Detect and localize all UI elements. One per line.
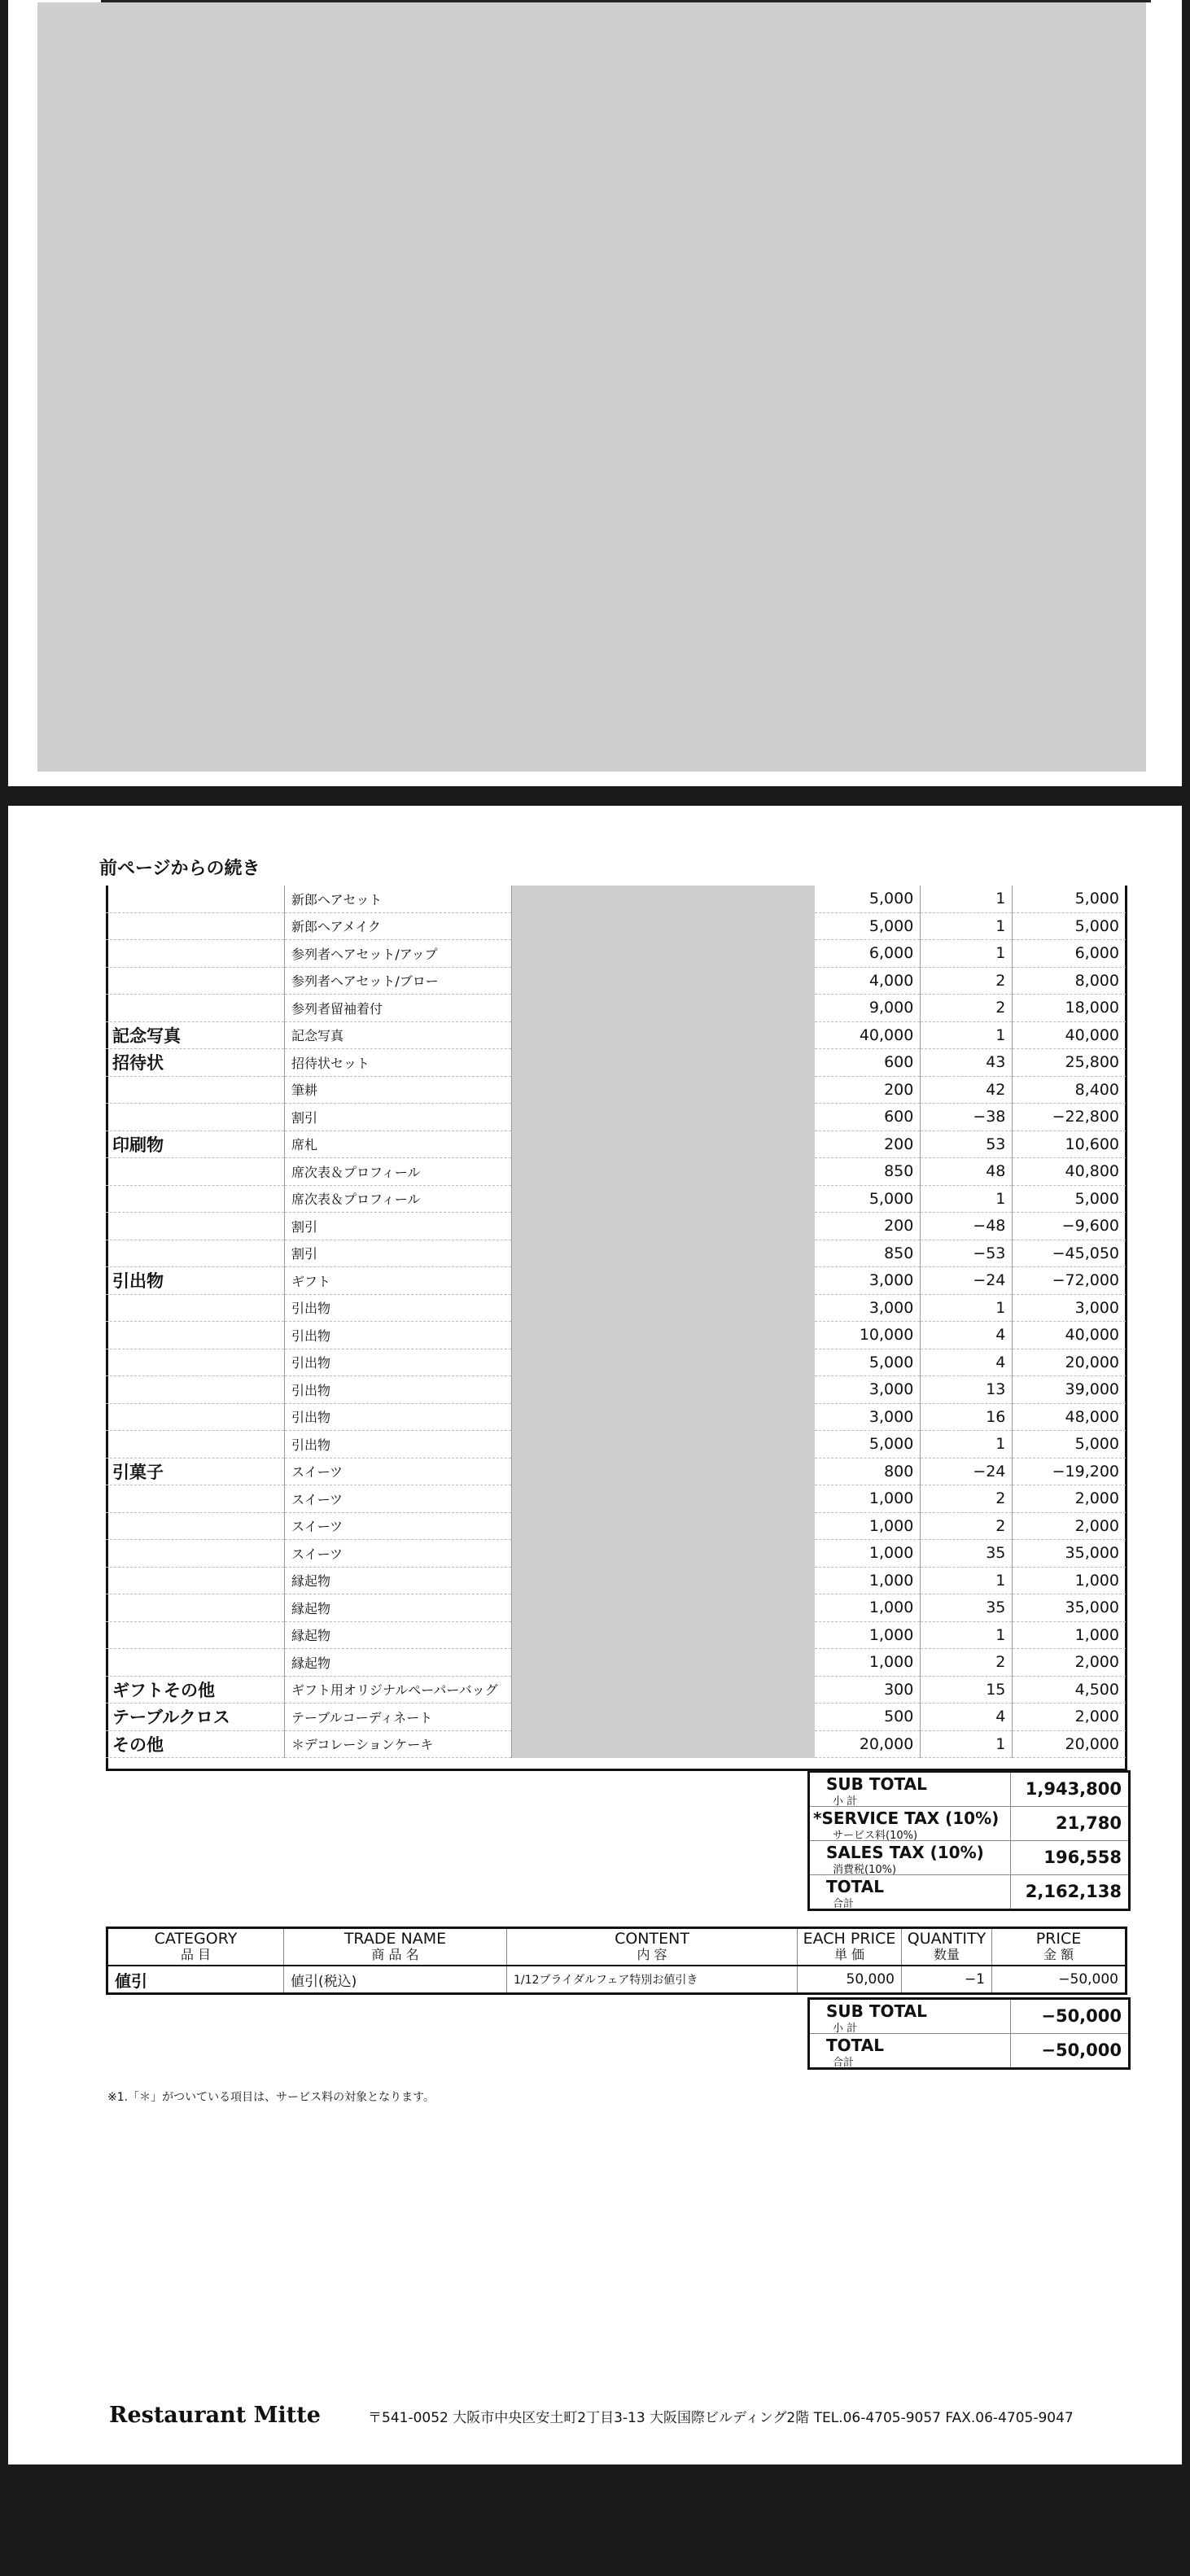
item-price: 35,000 xyxy=(1013,1594,1126,1622)
item-category xyxy=(106,967,285,995)
items-table xyxy=(106,886,1126,1758)
item-price: 2,000 xyxy=(1013,1485,1126,1513)
item-quantity: 4 xyxy=(921,1322,1013,1349)
item-quantity: 1 xyxy=(921,940,1013,968)
item-row xyxy=(106,1431,1126,1459)
item-category xyxy=(106,886,285,912)
item-each-price: 3,000 xyxy=(815,1376,921,1404)
discount-header-ja: 数量 xyxy=(933,1947,960,1962)
item-trade-name: 参列者ヘアセット/ブロー xyxy=(285,967,512,995)
total-sublabel: 合計 xyxy=(833,1898,855,1910)
item-price: 40,000 xyxy=(1013,1021,1126,1049)
item-row xyxy=(106,1621,1126,1649)
item-trade-name: スイーツ xyxy=(285,1458,512,1485)
items-table-body xyxy=(106,886,1126,1758)
service-tax-value: 21,780 xyxy=(1055,1813,1122,1833)
item-each-price: 600 xyxy=(815,1104,921,1131)
item-price: 18,000 xyxy=(1013,995,1126,1022)
item-trade-name: 割引 xyxy=(285,1213,512,1240)
item-quantity: 1 xyxy=(921,1185,1013,1213)
item-category xyxy=(106,1240,285,1267)
item-content xyxy=(512,1322,815,1349)
item-content xyxy=(512,1213,815,1240)
item-quantity: 53 xyxy=(921,1131,1013,1158)
discount-table-header xyxy=(107,1928,1127,1966)
item-category xyxy=(106,1158,285,1186)
item-quantity: 4 xyxy=(921,1703,1013,1731)
discount-total-value: −50,000 xyxy=(1041,2040,1122,2060)
item-content xyxy=(512,1049,815,1077)
sales-tax-row xyxy=(810,1841,1128,1875)
item-content xyxy=(512,940,815,968)
item-price: 20,000 xyxy=(1013,1349,1126,1376)
item-category xyxy=(106,1376,285,1404)
item-category: その他 xyxy=(106,1730,285,1758)
item-trade-name: ギフト xyxy=(285,1267,512,1295)
item-trade-name: 参列者留袖着付 xyxy=(285,995,512,1022)
item-row xyxy=(106,1649,1126,1677)
discount-header-ja: 内 容 xyxy=(637,1947,667,1962)
item-category xyxy=(106,1213,285,1240)
item-category xyxy=(106,1594,285,1622)
item-quantity: 1 xyxy=(921,1294,1013,1322)
item-quantity: 1 xyxy=(921,1431,1013,1459)
item-content xyxy=(512,1021,815,1049)
item-price: 39,000 xyxy=(1013,1376,1126,1404)
item-content xyxy=(512,886,815,912)
item-trade-name: スイーツ xyxy=(285,1485,512,1513)
item-content xyxy=(512,1567,815,1594)
item-content xyxy=(512,1294,815,1322)
item-row xyxy=(106,1213,1126,1240)
item-price: 2,000 xyxy=(1013,1649,1126,1677)
item-trade-name: 引出物 xyxy=(285,1403,512,1431)
discount-summary-box xyxy=(807,1997,1131,2070)
item-trade-name: 引出物 xyxy=(285,1376,512,1404)
item-category xyxy=(106,1621,285,1649)
item-quantity: 1 xyxy=(921,1730,1013,1758)
discount-header-en: EACH PRICE xyxy=(803,1930,896,1948)
service-charge-note: ※1.「＊」がついている項目は、サービス料の対象となります。 xyxy=(107,2091,435,2104)
discount-subtotal-sublabel: 小 計 xyxy=(833,2023,858,2035)
item-row xyxy=(106,1185,1126,1213)
item-content xyxy=(512,995,815,1022)
discount-header-en: TRADE NAME xyxy=(343,1930,447,1948)
discount-content: 1/12ブライダルフェア特別お値引き xyxy=(507,1966,798,1994)
item-price: 35,000 xyxy=(1013,1540,1126,1568)
item-quantity: 42 xyxy=(921,1076,1013,1104)
item-category: 記念写真 xyxy=(106,1021,285,1049)
item-price: 10,600 xyxy=(1013,1131,1126,1158)
item-each-price: 3,000 xyxy=(815,1267,921,1295)
item-quantity: −53 xyxy=(921,1240,1013,1267)
item-row xyxy=(106,1076,1126,1104)
item-content xyxy=(512,1376,815,1404)
subtotal-value: 1,943,800 xyxy=(1025,1779,1122,1799)
item-row xyxy=(106,1403,1126,1431)
item-row xyxy=(106,1676,1126,1703)
item-quantity: 43 xyxy=(921,1049,1013,1077)
item-category: 招待状 xyxy=(106,1049,285,1077)
item-quantity: 13 xyxy=(921,1376,1013,1404)
service-tax-row xyxy=(810,1807,1128,1841)
discount-table xyxy=(106,1927,1127,1995)
item-category xyxy=(106,1349,285,1376)
item-quantity: 2 xyxy=(921,967,1013,995)
discount-category: 値引 xyxy=(107,1966,284,1994)
item-content xyxy=(512,1676,815,1703)
item-each-price: 20,000 xyxy=(815,1730,921,1758)
item-content xyxy=(512,1703,815,1731)
item-trade-name: 記念写真 xyxy=(285,1021,512,1049)
item-trade-name: 割引 xyxy=(285,1104,512,1131)
item-quantity: 1 xyxy=(921,1621,1013,1649)
item-row xyxy=(106,1267,1126,1295)
item-price: 5,000 xyxy=(1013,1185,1126,1213)
subtotal-sublabel: 小 計 xyxy=(833,1795,858,1808)
sales-tax-sublabel: 消費税(10%) xyxy=(833,1864,897,1876)
item-trade-name: 新郎ヘアメイク xyxy=(285,912,512,940)
item-row xyxy=(106,886,1126,912)
item-row xyxy=(106,1131,1126,1158)
summary-box xyxy=(807,1770,1131,1911)
item-each-price: 5,000 xyxy=(815,886,921,912)
item-quantity: 35 xyxy=(921,1594,1013,1622)
item-trade-name: 席札 xyxy=(285,1131,512,1158)
item-row xyxy=(106,940,1126,968)
sales-tax-value: 196,558 xyxy=(1043,1848,1122,1867)
item-each-price: 1,000 xyxy=(815,1485,921,1513)
item-price: 6,000 xyxy=(1013,940,1126,968)
discount-header-cell xyxy=(902,1928,992,1966)
item-price: 5,000 xyxy=(1013,1431,1126,1459)
item-trade-name: 招待状セット xyxy=(285,1049,512,1077)
item-price: −22,800 xyxy=(1013,1104,1126,1131)
item-price: 1,000 xyxy=(1013,1621,1126,1649)
item-each-price: 200 xyxy=(815,1076,921,1104)
item-row xyxy=(106,1240,1126,1267)
discount-header-en: PRICE xyxy=(1035,1930,1082,1948)
item-content xyxy=(512,1076,815,1104)
item-row xyxy=(106,995,1126,1022)
item-price: 40,000 xyxy=(1013,1322,1126,1349)
item-quantity: −24 xyxy=(921,1458,1013,1485)
item-content xyxy=(512,1104,815,1131)
item-trade-name: 縁起物 xyxy=(285,1649,512,1677)
item-each-price: 6,000 xyxy=(815,940,921,968)
item-quantity: 1 xyxy=(921,1567,1013,1594)
item-content xyxy=(512,912,815,940)
discount-subtotal-row xyxy=(810,2000,1128,2034)
item-each-price: 5,000 xyxy=(815,1349,921,1376)
item-trade-name: スイーツ xyxy=(285,1540,512,1568)
item-category xyxy=(106,1403,285,1431)
item-row xyxy=(106,1158,1126,1186)
discount-total-sublabel: 合計 xyxy=(833,2057,855,2069)
item-row xyxy=(106,1703,1126,1731)
item-price: 25,800 xyxy=(1013,1049,1126,1077)
item-quantity: 4 xyxy=(921,1349,1013,1376)
item-content xyxy=(512,1431,815,1459)
discount-subtotal-label: SUB TOTAL xyxy=(826,2001,927,2021)
previous-page xyxy=(8,0,1182,786)
item-price: 40,800 xyxy=(1013,1158,1126,1186)
item-each-price: 3,000 xyxy=(815,1403,921,1431)
item-content xyxy=(512,1240,815,1267)
item-category: 引出物 xyxy=(106,1267,285,1295)
discount-header-en: CATEGORY xyxy=(154,1930,238,1948)
item-quantity: 2 xyxy=(921,1512,1013,1540)
item-each-price: 9,000 xyxy=(815,995,921,1022)
item-each-price: 1,000 xyxy=(815,1594,921,1622)
item-row xyxy=(106,1294,1126,1322)
item-row xyxy=(106,1458,1126,1485)
total-label: TOTAL xyxy=(826,1877,884,1896)
item-each-price: 1,000 xyxy=(815,1540,921,1568)
item-trade-name: 参列者ヘアセット/アップ xyxy=(285,940,512,968)
item-each-price: 5,000 xyxy=(815,912,921,940)
item-trade-name: スイーツ xyxy=(285,1512,512,1540)
item-row xyxy=(106,1567,1126,1594)
item-content xyxy=(512,1485,815,1513)
discount-header-ja: 単 価 xyxy=(833,1947,865,1962)
item-row xyxy=(106,1104,1126,1131)
discount-header-en: CONTENT xyxy=(615,1930,689,1948)
item-category xyxy=(106,1431,285,1459)
discount-quantity: −1 xyxy=(902,1966,992,1994)
item-price: 2,000 xyxy=(1013,1512,1126,1540)
item-price: −72,000 xyxy=(1013,1267,1126,1295)
item-row xyxy=(106,912,1126,940)
item-row xyxy=(106,1021,1126,1049)
item-quantity: 2 xyxy=(921,1485,1013,1513)
item-each-price: 4,000 xyxy=(815,967,921,995)
item-each-price: 5,000 xyxy=(815,1185,921,1213)
item-trade-name: 引出物 xyxy=(285,1431,512,1459)
item-quantity: −38 xyxy=(921,1104,1013,1131)
item-trade-name: テーブルコーディネート xyxy=(285,1703,512,1731)
item-category: ギフトその他 xyxy=(106,1676,285,1703)
item-content xyxy=(512,1512,815,1540)
restaurant-name: Restaurant Mitte xyxy=(109,2403,321,2428)
item-each-price: 1,000 xyxy=(815,1567,921,1594)
item-price: 3,000 xyxy=(1013,1294,1126,1322)
item-category xyxy=(106,995,285,1022)
discount-each-price: 50,000 xyxy=(798,1966,902,1994)
service-tax-label: *SERVICE TAX (10%) xyxy=(813,1808,1000,1828)
item-category xyxy=(106,1076,285,1104)
item-content xyxy=(512,1621,815,1649)
discount-subtotal-value: −50,000 xyxy=(1041,2006,1122,2026)
item-row xyxy=(106,967,1126,995)
item-each-price: 40,000 xyxy=(815,1021,921,1049)
item-each-price: 1,000 xyxy=(815,1621,921,1649)
item-price: −9,600 xyxy=(1013,1213,1126,1240)
restaurant-address: 〒541-0052 大阪市中央区安土町2丁目3-13 大阪国際ビルディング2階 TEL.06-4705-9057 FAX.06-4705-9047 xyxy=(368,2410,1074,2426)
discount-price: −50,000 xyxy=(1058,1971,1118,1988)
item-row xyxy=(106,1349,1126,1376)
item-category xyxy=(106,912,285,940)
discount-header-ja: 品 目 xyxy=(180,1947,212,1962)
item-content xyxy=(512,1594,815,1622)
discount-header-ja: 金 額 xyxy=(1043,1947,1074,1962)
item-trade-name: 引出物 xyxy=(285,1349,512,1376)
item-category xyxy=(106,1294,285,1322)
item-trade-name: 縁起物 xyxy=(285,1594,512,1622)
item-row xyxy=(106,1594,1126,1622)
item-trade-name: 割引 xyxy=(285,1240,512,1267)
discount-header-cell xyxy=(284,1928,507,1966)
sales-tax-label: SALES TAX (10%) xyxy=(826,1843,984,1862)
item-quantity: 1 xyxy=(921,886,1013,912)
item-category xyxy=(106,1322,285,1349)
item-quantity: −24 xyxy=(921,1267,1013,1295)
item-trade-name: 新郎ヘアセット xyxy=(285,886,512,912)
item-row xyxy=(106,1540,1126,1568)
item-quantity: 1 xyxy=(921,912,1013,940)
total-value: 2,162,138 xyxy=(1025,1882,1122,1901)
item-price: 5,000 xyxy=(1013,912,1126,940)
item-price: 20,000 xyxy=(1013,1730,1126,1758)
discount-trade-name: 値引(税込) xyxy=(284,1966,507,1994)
item-content xyxy=(512,1131,815,1158)
item-category: テーブルクロス xyxy=(106,1703,285,1731)
item-trade-name: ＊デコレーションケーキ xyxy=(285,1730,512,1758)
item-content xyxy=(512,1349,815,1376)
discount-header-en: QUANTITY xyxy=(907,1930,987,1948)
total-row xyxy=(810,1875,1128,1909)
item-quantity: 2 xyxy=(921,995,1013,1022)
item-quantity: 1 xyxy=(921,1021,1013,1049)
item-content xyxy=(512,1185,815,1213)
item-price: 1,000 xyxy=(1013,1567,1126,1594)
item-price: 8,400 xyxy=(1013,1076,1126,1104)
item-category: 印刷物 xyxy=(106,1131,285,1158)
item-content xyxy=(512,1458,815,1485)
item-content xyxy=(512,1730,815,1758)
item-each-price: 300 xyxy=(815,1676,921,1703)
item-trade-name: 引出物 xyxy=(285,1322,512,1349)
item-each-price: 1,000 xyxy=(815,1649,921,1677)
item-category xyxy=(106,1649,285,1677)
subtotal-row xyxy=(810,1773,1128,1807)
item-quantity: −48 xyxy=(921,1213,1013,1240)
item-category xyxy=(106,1485,285,1513)
item-category: 引菓子 xyxy=(106,1458,285,1485)
item-category xyxy=(106,1512,285,1540)
item-content xyxy=(512,1158,815,1186)
item-trade-name: 席次表＆プロフィール xyxy=(285,1158,512,1186)
item-category xyxy=(106,940,285,968)
item-trade-name: 引出物 xyxy=(285,1294,512,1322)
continued-heading: 前ページからの続き xyxy=(99,859,260,879)
item-row xyxy=(106,1322,1126,1349)
item-content xyxy=(512,967,815,995)
item-content xyxy=(512,1649,815,1677)
item-content xyxy=(512,1403,815,1431)
item-each-price: 1,000 xyxy=(815,1512,921,1540)
item-price: 2,000 xyxy=(1013,1703,1126,1731)
item-category xyxy=(106,1104,285,1131)
item-each-price: 850 xyxy=(815,1240,921,1267)
discount-header-cell xyxy=(992,1928,1127,1966)
item-price: −19,200 xyxy=(1013,1458,1126,1485)
item-price: 4,500 xyxy=(1013,1676,1126,1703)
item-row xyxy=(106,1049,1126,1077)
item-price: 48,000 xyxy=(1013,1403,1126,1431)
item-each-price: 5,000 xyxy=(815,1431,921,1459)
discount-total-label: TOTAL xyxy=(826,2036,884,2055)
item-each-price: 3,000 xyxy=(815,1294,921,1322)
discount-header-cell xyxy=(107,1928,284,1966)
subtotal-label: SUB TOTAL xyxy=(826,1774,927,1794)
item-content xyxy=(512,1267,815,1295)
item-price: −45,050 xyxy=(1013,1240,1126,1267)
item-quantity: 35 xyxy=(921,1540,1013,1568)
item-trade-name: 縁起物 xyxy=(285,1567,512,1594)
item-category xyxy=(106,1185,285,1213)
discount-header-cell xyxy=(798,1928,902,1966)
item-category xyxy=(106,1567,285,1594)
item-each-price: 200 xyxy=(815,1213,921,1240)
item-quantity: 2 xyxy=(921,1649,1013,1677)
service-tax-sublabel: サービス料(10%) xyxy=(833,1830,918,1842)
item-price: 5,000 xyxy=(1013,886,1126,912)
discount-row xyxy=(107,1966,1127,1994)
item-quantity: 16 xyxy=(921,1403,1013,1431)
discount-total-row xyxy=(810,2034,1128,2067)
item-category xyxy=(106,1540,285,1568)
item-trade-name: 縁起物 xyxy=(285,1621,512,1649)
item-each-price: 850 xyxy=(815,1158,921,1186)
item-quantity: 48 xyxy=(921,1158,1013,1186)
discount-header-ja: 商 品 名 xyxy=(371,1947,419,1962)
item-trade-name: 席次表＆プロフィール xyxy=(285,1185,512,1213)
item-row xyxy=(106,1376,1126,1404)
item-price: 8,000 xyxy=(1013,967,1126,995)
item-row xyxy=(106,1730,1126,1758)
item-content xyxy=(512,1540,815,1568)
item-each-price: 500 xyxy=(815,1703,921,1731)
item-row xyxy=(106,1512,1126,1540)
item-each-price: 200 xyxy=(815,1131,921,1158)
item-each-price: 800 xyxy=(815,1458,921,1485)
item-trade-name: ギフト用オリジナルペーパーバッグ xyxy=(285,1676,512,1703)
item-quantity: 15 xyxy=(921,1676,1013,1703)
item-row xyxy=(106,1485,1126,1513)
item-each-price: 10,000 xyxy=(815,1322,921,1349)
redacted-area xyxy=(37,2,1146,772)
discount-header-cell xyxy=(507,1928,798,1966)
item-trade-name: 筆耕 xyxy=(285,1076,512,1104)
item-each-price: 600 xyxy=(815,1049,921,1077)
